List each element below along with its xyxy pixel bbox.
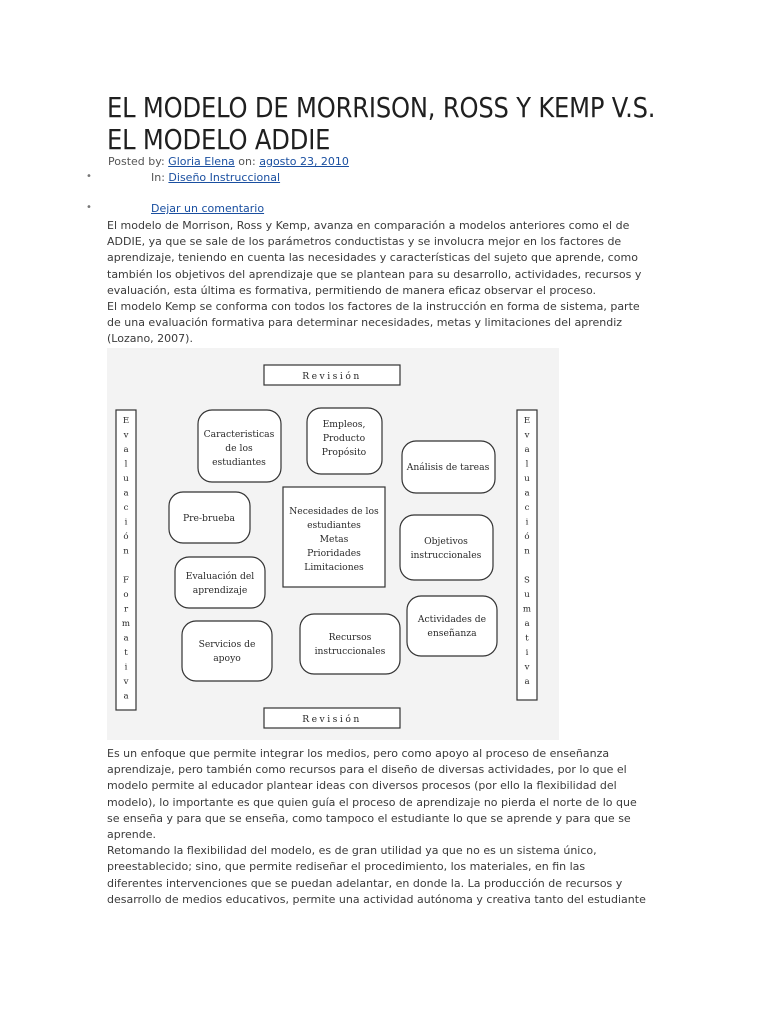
on-label: on: [238,155,256,168]
diagram-text-line: estudiantes [212,457,266,468]
diagram-text-line: instruccionales [314,646,386,657]
paragraph-line: se enseña y para que se enseña, como tampoco el estudiante lo que se aprende y para que se [107,811,631,825]
paragraph-line: aprende. [107,828,156,842]
diagram-text-line: instruccionales [410,550,482,561]
diagram-text-line: v [123,677,129,687]
diagram-text-line: a [123,691,129,702]
diagram-text-line: Análisis de tareas [406,462,490,473]
paragraph-line: preestablecido; sino, que permite rediseñar el procedimiento, los materiales, en fin las [107,860,586,874]
diagram-text-line: apoyo [213,653,241,664]
paragraph-line: Es un enfoque que permite integrar los medios, pero como apoyo al proceso de enseñanza [107,747,610,760]
author-link[interactable]: Gloria Elena [168,155,235,168]
diagram-text-line: Producto [322,433,366,444]
title-line-1: EL MODELO DE MORRISON, ROSS Y KEMP V.S. [107,92,656,124]
diagram-text-line: E [523,416,531,426]
diagram-text-line: v [524,662,530,673]
page-title [107,92,656,156]
paragraph-line: de una evaluación formativa para determinar necesidades, metas y limitaciones del aprendiz [107,316,623,330]
paragraph-line: modelo permite al educador plantear ideas con diversos procesos (por ello la flexibilidad del [107,779,617,793]
diagram-text-line: Actividades de [417,614,487,625]
diagram-text-line: Metas [319,534,349,545]
diagram-text-line: F [123,575,129,586]
paragraph-line: aprendizaje, teniendo en cuenta las necesidades y características del sujeto que aprende, como [107,251,638,265]
diagram-text-line: l [124,459,128,470]
diagram-text-line: u [524,474,530,484]
box-analisis-text [406,462,490,473]
diagram-text-line: a [123,633,129,644]
diagram-text-line: Propósito [321,447,367,458]
diagram-text-line: r [123,604,129,615]
diagram-text-line: enseñanza [427,628,477,639]
diagram-text-line: v [123,430,129,441]
paragraph-line: evaluación, esta última es formativa, permitiendo de manera eficaz observar el proceso. [107,283,597,297]
bullet-comment: • [86,202,92,213]
diagram-text-line: m [522,604,532,615]
diagram-text-line: estudiantes [307,520,361,531]
bullet-category: • [86,171,92,182]
diagram-text-line: u [123,474,129,484]
diagram-text-line: Pre-brueba [182,513,236,524]
category-line [151,171,280,184]
box-evaluacion [175,557,265,608]
diagram-text-line: a [524,619,530,629]
box-prebrueba-text [183,513,236,524]
paragraph-line: también los objetivos del aprendizaje que se plantean para su desarrollo, actividades, recursos y [107,267,642,281]
diagram-text-line: v [524,430,530,441]
category-link[interactable]: Diseño Instruccional [168,171,281,184]
diagram-text-line: Recursos [328,632,372,643]
diagram-text-line: a [123,488,129,499]
diagram-text-line: u [524,590,530,600]
diagram-text-line: Evaluación del [185,571,255,582]
diagram-text-line: aprendizaje [192,585,248,596]
diagram-text-line: n [123,546,129,557]
box-objetivos [400,515,493,580]
diagram-text-line: i [525,648,529,658]
paragraph-line: ADDIE, ya que se sale de los parámetros conductistas y se involucra mejor en los factores de [107,235,622,249]
box-recursos [300,614,400,674]
diagram-text-line: Caracteristicas [203,429,275,440]
diagram-text-line: a [524,488,530,499]
diagram-text-line: l [525,459,529,470]
diagram-text-line: a [524,445,530,455]
diagram-text-line: S [524,575,530,586]
diagram-text-line: E [122,416,130,426]
date-link[interactable]: agosto 23, 2010 [259,155,349,168]
paragraph-line: El modelo Kemp se conforma con todos los factores de la instrucción en forma de sistema, parte [107,300,640,314]
diagram-text-line: Objetivos [424,536,468,547]
paragraph-body [107,746,667,908]
box-empleos-text [322,419,367,458]
paragraph-line: desarrollo de medios educativos, permite una actividad autónoma y creativa tanto del estudiante [107,892,646,906]
in-label: In: [151,171,165,184]
paragraph-line: (Lozano, 2007). [107,332,193,346]
diagram-text-line: a [123,445,129,455]
diagram-text-line: o [123,590,129,600]
diagram-text-line: Empleos, [322,419,366,430]
diagram-text-line: ó [524,532,530,542]
revision-top-label: Revisión [302,371,362,382]
leave-comment-link[interactable]: Dejar un comentario [151,202,265,215]
paragraph-line: aprendizaje, pero también como recursos para el diseño de diversas actividades, por lo que el [107,763,627,777]
paragraph-line: diferentes intervenciones que se puedan adelantar, en donde la. La producción de recursos y [107,876,623,890]
posted-by-label: Posted by: [108,155,165,168]
diagram-text-line: a [524,677,530,687]
kemp-model-diagram [107,348,559,740]
diagram-text-line: Servicios de [198,639,256,650]
box-actividades [407,596,497,656]
diagram-text-line: c [524,503,530,513]
diagram-text-line: Necesidades de los [289,506,379,517]
title-line-2: EL MODELO ADDIE [107,124,331,156]
diagram-text-line: t [124,648,128,658]
diagram-text-line: ó [123,532,129,542]
paragraph-line: modelo), lo importante es que quien guía el proceso de aprendizaje no pierda el norte de lo que [107,795,637,809]
diagram-text-line: n [524,546,530,557]
paragraph-line: Retomando la flexibilidad del modelo, es de gran utilidad ya que no es un sistema único, [107,844,597,858]
paragraph-line: El modelo de Morrison, Ross y Kemp, avanza en comparación a modelos anteriores como el de [107,219,630,232]
diagram-text-line: i [525,517,529,528]
comment-line [151,202,264,215]
post-meta [108,155,349,168]
diagram-text-line: Prioridades [307,548,361,559]
diagram-text-line: c [123,503,129,513]
diagram-text-line: Limitaciones [304,562,364,573]
revision-bottom-label: Revisión [302,714,362,725]
diagram-text-line: de los [225,443,253,454]
diagram-text-line: m [121,619,131,629]
paragraph-intro [107,218,667,348]
box-servicios [182,621,272,681]
diagram-text-line: i [124,517,128,528]
diagram-text-line: i [124,662,128,673]
diagram-text-line: t [525,633,529,644]
